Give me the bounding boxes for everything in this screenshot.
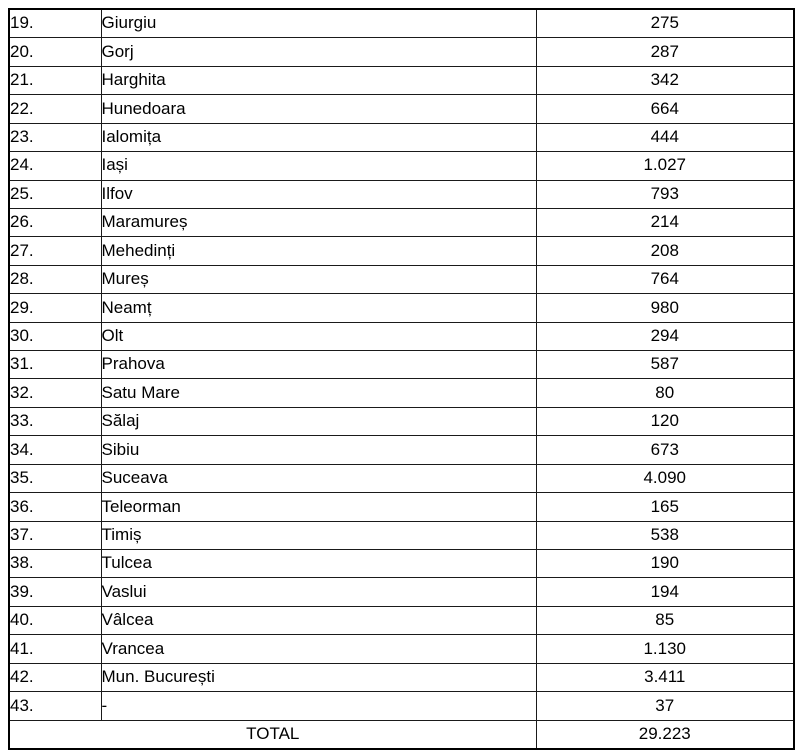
row-number-cell: 22. (9, 95, 101, 123)
row-number-cell: 26. (9, 208, 101, 236)
county-name-cell: Sibiu (101, 436, 536, 464)
row-number-cell: 21. (9, 66, 101, 94)
total-value: 29.223 (536, 720, 794, 749)
count-value-cell: 1.027 (536, 152, 794, 180)
county-name-cell: Gorj (101, 38, 536, 66)
county-name-cell: Iași (101, 152, 536, 180)
table-row (9, 663, 794, 691)
count-value-cell: 80 (536, 379, 794, 407)
county-name-cell: Satu Mare (101, 379, 536, 407)
table-row (9, 208, 794, 236)
count-value-cell: 664 (536, 95, 794, 123)
row-number-cell: 38. (9, 550, 101, 578)
row-number-cell: 20. (9, 38, 101, 66)
county-name-cell: Mehedinți (101, 237, 536, 265)
count-value-cell: 673 (536, 436, 794, 464)
county-name-cell: Harghita (101, 66, 536, 94)
table-row (9, 578, 794, 606)
count-value-cell: 538 (536, 521, 794, 549)
county-name-cell: Suceava (101, 464, 536, 492)
row-number-cell: 31. (9, 351, 101, 379)
count-value-cell: 4.090 (536, 464, 794, 492)
count-value-cell: 793 (536, 180, 794, 208)
row-number-cell: 23. (9, 123, 101, 151)
row-number-cell: 41. (9, 635, 101, 663)
table-row (9, 95, 794, 123)
county-name-cell: Prahova (101, 351, 536, 379)
table-row (9, 180, 794, 208)
row-number-cell: 37. (9, 521, 101, 549)
table-body (9, 9, 794, 720)
table-row (9, 237, 794, 265)
row-number-cell: 32. (9, 379, 101, 407)
table-row (9, 407, 794, 435)
row-number-cell: 39. (9, 578, 101, 606)
table-row (9, 692, 794, 720)
county-name-cell: Teleorman (101, 493, 536, 521)
table-row (9, 66, 794, 94)
table-row (9, 9, 794, 38)
count-value-cell: 1.130 (536, 635, 794, 663)
count-value-cell: 444 (536, 123, 794, 151)
county-name-cell: Hunedoara (101, 95, 536, 123)
table-row (9, 123, 794, 151)
count-value-cell: 287 (536, 38, 794, 66)
count-value-cell: 980 (536, 294, 794, 322)
count-value-cell: 275 (536, 9, 794, 38)
count-value-cell: 587 (536, 351, 794, 379)
table-row (9, 635, 794, 663)
count-value-cell: 120 (536, 407, 794, 435)
county-name-cell: Vaslui (101, 578, 536, 606)
table-row (9, 493, 794, 521)
county-name-cell: Tulcea (101, 550, 536, 578)
table-row (9, 550, 794, 578)
count-value-cell: 85 (536, 606, 794, 634)
county-name-cell: Maramureș (101, 208, 536, 236)
row-number-cell: 28. (9, 265, 101, 293)
count-value-cell: 165 (536, 493, 794, 521)
row-number-cell: 19. (9, 9, 101, 38)
table-row (9, 464, 794, 492)
count-value-cell: 764 (536, 265, 794, 293)
row-number-cell: 40. (9, 606, 101, 634)
county-name-cell: Mun. București (101, 663, 536, 691)
row-number-cell: 43. (9, 692, 101, 720)
county-name-cell: Vâlcea (101, 606, 536, 634)
county-name-cell: Giurgiu (101, 9, 536, 38)
total-row (9, 720, 794, 749)
county-name-cell: Vrancea (101, 635, 536, 663)
county-name-cell: Neamț (101, 294, 536, 322)
table-row (9, 606, 794, 634)
county-name-cell: - (101, 692, 536, 720)
row-number-cell: 35. (9, 464, 101, 492)
county-count-table (8, 8, 795, 750)
row-number-cell: 29. (9, 294, 101, 322)
row-number-cell: 24. (9, 152, 101, 180)
county-name-cell: Sălaj (101, 407, 536, 435)
count-value-cell: 194 (536, 578, 794, 606)
row-number-cell: 25. (9, 180, 101, 208)
table-row (9, 436, 794, 464)
row-number-cell: 36. (9, 493, 101, 521)
count-value-cell: 214 (536, 208, 794, 236)
row-number-cell: 27. (9, 237, 101, 265)
row-number-cell: 34. (9, 436, 101, 464)
table-row (9, 351, 794, 379)
table-row (9, 294, 794, 322)
row-number-cell: 42. (9, 663, 101, 691)
county-name-cell: Timiș (101, 521, 536, 549)
count-value-cell: 294 (536, 322, 794, 350)
count-value-cell: 190 (536, 550, 794, 578)
table-row (9, 152, 794, 180)
total-label: TOTAL (9, 720, 536, 749)
county-name-cell: Olt (101, 322, 536, 350)
count-value-cell: 342 (536, 66, 794, 94)
count-value-cell: 3.411 (536, 663, 794, 691)
table-row (9, 521, 794, 549)
count-value-cell: 208 (536, 237, 794, 265)
table-row (9, 322, 794, 350)
table-row (9, 265, 794, 293)
table-row (9, 38, 794, 66)
county-name-cell: Ilfov (101, 180, 536, 208)
row-number-cell: 33. (9, 407, 101, 435)
table-row (9, 379, 794, 407)
county-name-cell: Mureș (101, 265, 536, 293)
row-number-cell: 30. (9, 322, 101, 350)
count-value-cell: 37 (536, 692, 794, 720)
county-name-cell: Ialomița (101, 123, 536, 151)
